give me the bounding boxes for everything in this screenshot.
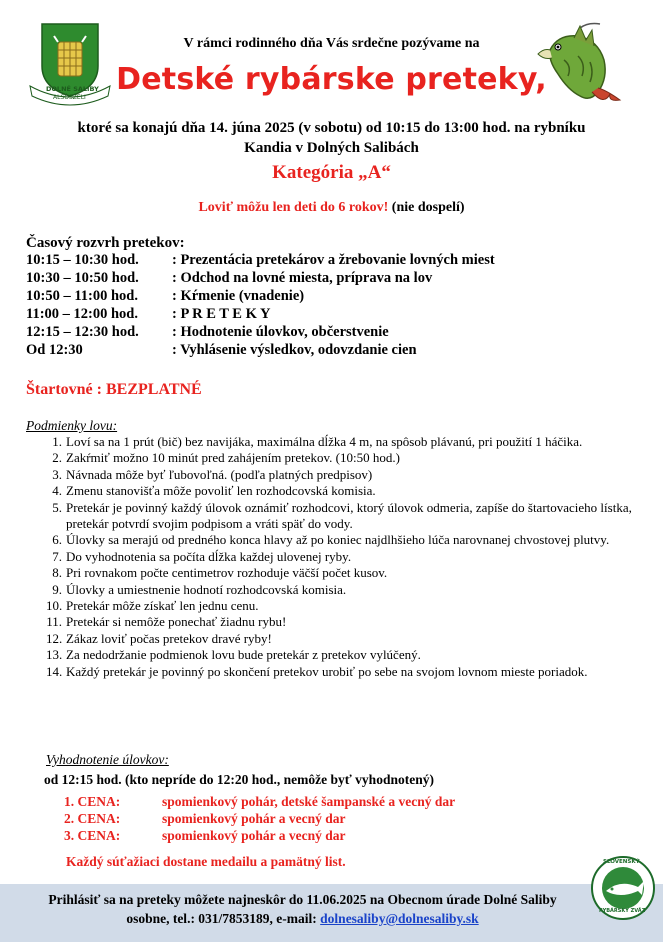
schedule-desc: : Prezentácia pretekárov a žrebovanie lovných miest — [172, 252, 495, 268]
badge-text-top: SLOVENSKÝ — [603, 859, 640, 865]
condition-item: 10. Pretekár môže získať len jednu cenu. — [46, 598, 259, 614]
prize-description: spomienkový pohár, detské šampanské a vecný dar — [162, 794, 456, 809]
schedule-desc: : Kŕmenie (vnadenie) — [172, 288, 305, 304]
crest-banner-text: DOLNÉ SALIBY — [46, 85, 99, 93]
condition-item: 14. Každý pretekár je povinný po skončení pretekov urobiť po sebe na svojom lovnom mieste poriadok. — [46, 663, 588, 679]
condition-item: 8. Pri rovnakom počte centimetrov rozhoduje väčší počet kusov. — [52, 565, 388, 581]
condition-item: 9. Úlovky a umiestnenie hodnotí rozhodcovská komisia. — [52, 581, 347, 597]
evaluation-time: od 12:15 hod. (kto nepríde do 12:20 hod., nemôže byť vyhodnotený) — [44, 772, 434, 787]
condition-text: Každý pretekár je povinný po skončení pretekov urobiť po sebe na svojom lovnom mieste poriadok. — [66, 663, 588, 679]
schedule-time: 10:15 – 10:30 hod. — [26, 252, 139, 268]
crest-banner-subtext: ALSÓSZELI — [53, 94, 86, 101]
schedule-time: 11:00 – 12:00 hod. — [26, 306, 138, 322]
condition-item: 1. Loví sa na 1 prút (bič) bez navijáka, maximálna dĺžka 4 m, na spôsob plávanú, pri použití 1 háčika. — [52, 434, 583, 449]
condition-item: 6. Úlovky sa merajú od predného konca hlavy až po koniec najdlhšieho lúča narovnanej chvostovej plutvy. — [52, 532, 610, 548]
condition-text: Návnada môže byť ľubovoľná. (podľa platných predpisov) — [66, 466, 373, 482]
conditions-list — [46, 434, 646, 680]
schedule-time: 10:30 – 10:50 hod. — [26, 270, 139, 286]
condition-item: 4. Zmenu stanovišťa môže povoliť len rozhodcovská komisia. — [52, 483, 376, 499]
contact-text: osobne, tel.: 031/7853189, e-mail: — [126, 911, 321, 926]
condition-text: Pri rovnakom počte centimetrov rozhoduje väčší počet kusov. — [66, 565, 388, 581]
condition-item: 11. Pretekár si nemôže ponechať žiadnu rybu! — [46, 614, 287, 630]
condition-text: Úlovky a umiestnenie hodnotí rozhodcovská komisia. — [66, 581, 347, 597]
registration-info-line2 — [0, 911, 605, 927]
condition-item: 3. Návnada môže byť ľubovoľná. (podľa platných predpisov) — [52, 466, 373, 482]
prize-place: 1. CENA: — [64, 794, 121, 809]
condition-text: Zakŕmiť možno 10 minút pred zahájením pretekov. (10:50 hod.) — [66, 450, 400, 466]
schedule-desc: : Vyhlásenie výsledkov, odovzdanie cien — [172, 342, 417, 358]
schedule-desc: : P R E T E K Y — [172, 306, 271, 322]
prize-description: spomienkový pohár a vecný dar — [162, 828, 346, 843]
evaluation-heading: Vyhodnotenie úlovkov: — [46, 752, 169, 767]
age-restriction-red: Loviť môžu len deti do 6 rokov! — [198, 200, 389, 215]
prize-description: spomienkový pohár a vecný dar — [162, 811, 346, 826]
condition-item: 7. Do vyhodnotenia sa počíta dĺžka každej ulovenej ryby. — [52, 548, 352, 564]
condition-text: Pretekár môže získať len jednu cenu. — [66, 598, 259, 614]
event-details-line1: ktoré sa konajú dňa 14. júna 2025 (v sobotu) od 10:15 do 13:00 hod. na rybníku — [77, 120, 586, 136]
condition-text: Pretekár je povinný každý úlovok oznámiť rozhodcovi, ktorý úlovok odmeria, zapíše do štartovacieho lístka, pretekár potvrdí svojim podpisom a vráti späť do vody. — [66, 499, 632, 532]
event-title: Detské rybárske preteky, — [116, 62, 547, 97]
medal-note: Každý súťažiaci dostane medailu a pamätný list. — [66, 854, 346, 869]
prize-place: 3. CENA: — [64, 828, 121, 843]
condition-item: 5. Pretekár je povinný každý úlovok oznámiť rozhodcovi, ktorý úlovok odmeria, zapíše do štartovacieho lístka, pretekár potvrdí svojim podpisom a vráti späť do vody. — [52, 499, 632, 532]
age-restriction-note: (nie dospelí) — [391, 200, 465, 215]
schedule-desc: : Odchod na lovné miesta, príprava na lov — [172, 270, 433, 286]
schedule-time: 12:15 – 12:30 hod. — [26, 324, 139, 340]
condition-item: 12. Zákaz loviť počas pretekov dravé ryby! — [46, 630, 272, 646]
condition-text: Loví sa na 1 prút (bič) bez navijáka, maximálna dĺžka 4 m, na spôsob plávanú, pri použití 1 háčika. — [66, 434, 583, 449]
condition-text: Pretekár si nemôže ponechať žiadnu rybu! — [66, 614, 287, 630]
condition-item: 13. Za nedodržanie podmienok lovu bude pretekár z pretekov vylúčený. — [46, 647, 421, 663]
schedule-desc: : Hodnotenie úlovkov, občerstvenie — [172, 324, 389, 340]
condition-text: Zmenu stanovišťa môže povoliť len rozhodcovská komisia. — [66, 483, 376, 499]
event-details-line2: Kandia v Dolných Salibách — [244, 140, 419, 156]
badge-text-bottom: RYBÁRSKY ZVÄZ — [599, 908, 646, 914]
category-heading: Kategória „A“ — [272, 162, 391, 183]
age-restriction — [0, 200, 663, 216]
schedule-time: 10:50 – 11:00 hod. — [26, 288, 138, 304]
condition-text: Za nedodržanie podmienok lovu bude pretekár z pretekov vylúčený. — [66, 647, 421, 663]
schedule-time: Od 12:30 — [26, 342, 83, 358]
condition-text: Zákaz loviť počas pretekov dravé ryby! — [66, 630, 272, 646]
registration-info-line1: Prihlásiť sa na preteky môžete najneskôr do 11.06.2025 na Obecnom úrade Dolné Saliby — [48, 892, 557, 907]
condition-item: 2. Zakŕmiť možno 10 minút pred zahájením pretekov. (10:50 hod.) — [52, 450, 400, 466]
condition-text: Do vyhodnotenia sa počíta dĺžka každej ulovenej ryby. — [66, 548, 352, 564]
intro-text: V rámci rodinného dňa Vás srdečne pozývame na — [183, 36, 480, 51]
conditions-heading: Podmienky lovu: — [26, 418, 118, 433]
prize-place: 2. CENA: — [64, 811, 121, 826]
condition-text: Úlovky sa merajú od predného konca hlavy až po koniec najdlhšieho lúča narovnanej chvostovej plutvy. — [66, 532, 610, 548]
entry-fee: Štartovné : BEZPLATNÉ — [26, 381, 202, 398]
schedule-title: Časový rozvrh pretekov: — [26, 235, 185, 251]
email-link[interactable]: dolnesaliby@dolnesaliby.sk — [320, 911, 479, 926]
